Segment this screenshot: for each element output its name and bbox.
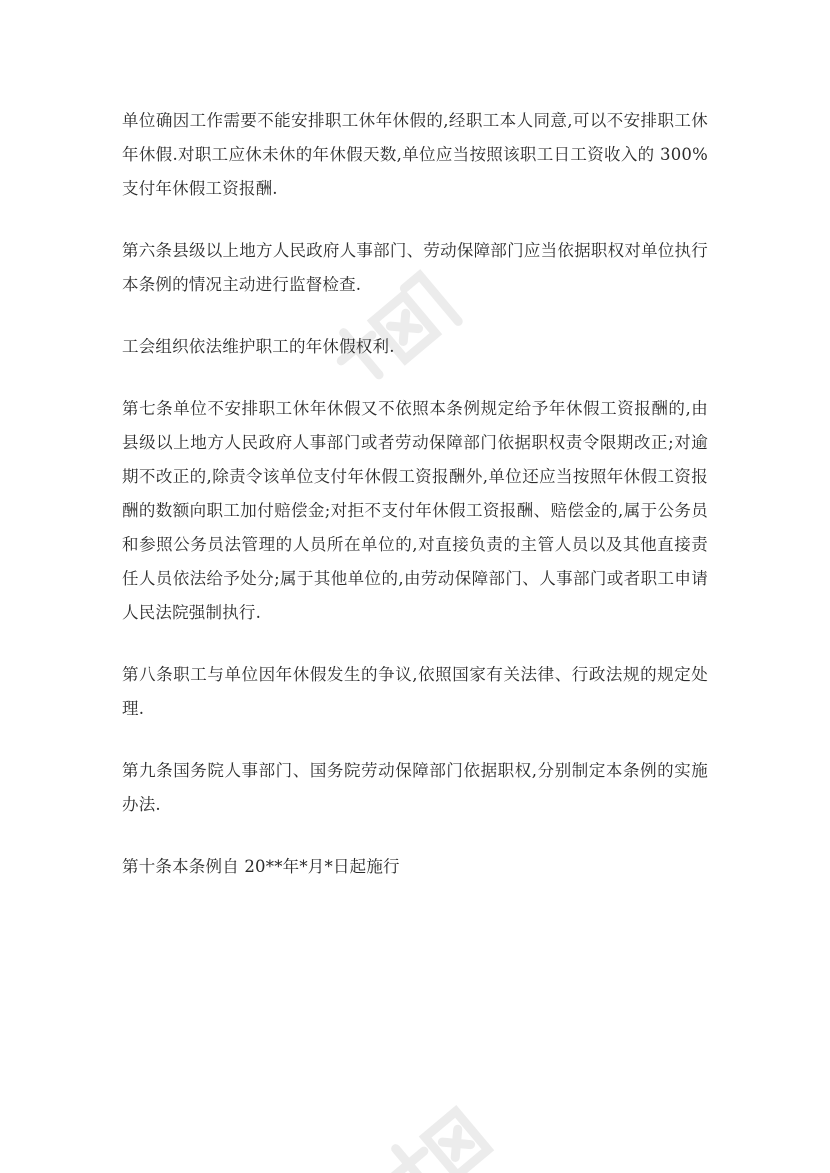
paragraph-unpaid-leave-compensation: 单位确因工作需要不能安排职工休年休假的,经职工本人同意,可以不安排职工休年休假.对职工应休未休的年休假天数,单位应当按照该职工日工资收入的 300%支付年休假工资报酬. — [122, 111, 708, 198]
paragraph-union-rights: 工会组织依法维护职工的年休假权利. — [122, 337, 395, 356]
paragraph-article-6: 第六条县级以上地方人民政府人事部门、劳动保障部门应当依据职权对单位执行本条例的情况主动进行监督检查. — [122, 241, 708, 294]
watermark-stamp-bottom — [370, 1078, 520, 1173]
document-body — [122, 104, 708, 912]
paragraph-article-7: 第七条单位不安排职工休年休假又不依照本条例规定给予年休假工资报酬的,由县级以上地方人民政府人事部门或者劳动保障部门依据职权责令限期改正;对逾期不改正的,除责令该单位支付年休假工资报酬外,单位还应当按照年休假工资报酬的数额向职工加付赔偿金;对拒不支付年休假工资报酬、赔偿金的,属于公务员和参照公务员法管理的人员所在单位的,对直接负责的主管人员以及其他直接责任人员依法给予处分;属于其他单位的,由劳动保障部门、人事部门或者职工申请人民法院强制执行. — [122, 399, 708, 622]
paragraph-article-9: 第九条国务院人事部门、国务院劳动保障部门依据职权,分别制定本条例的实施办法. — [122, 761, 708, 814]
paragraph-article-8: 第八条职工与单位因年休假发生的争议,依照国家有关法律、行政法规的规定处理. — [122, 665, 708, 718]
paragraph-article-10: 第十条本条例自 20**年*月*日起施行 — [122, 857, 400, 876]
